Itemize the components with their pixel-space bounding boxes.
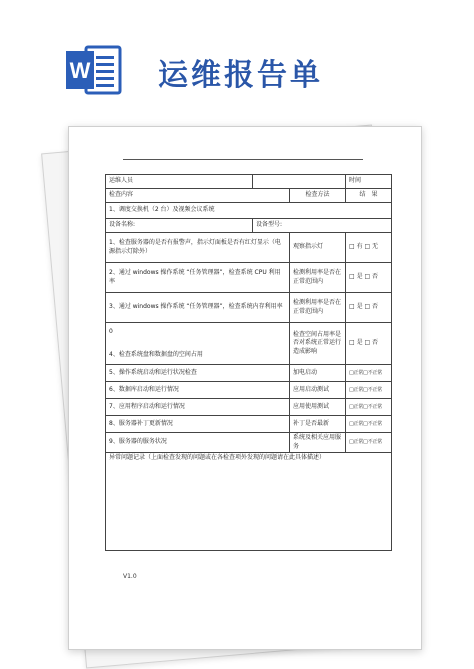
table-row [106, 399, 392, 416]
row-method: 系统及相关应用服务 [290, 433, 346, 453]
row-result[interactable]: □正常□不正常 [346, 433, 392, 453]
table-row [106, 365, 392, 382]
section-title: 1、调度交换机（2 台）及视频会议系统 [106, 203, 392, 219]
row-content: 3、通过 windows 操作系统 “任务管理器”，检查系统内存利用率 [106, 293, 290, 323]
header-method: 检查方法 [290, 189, 346, 203]
abnormal-record-row [106, 453, 392, 551]
device-model-label: 设备型号: [253, 219, 392, 233]
row-method: 检查空间占用率是否对系统正常运行造成影响 [290, 323, 346, 365]
row-method: 补丁是否最新 [290, 416, 346, 433]
operator-label: 运维人员 [106, 175, 253, 189]
version-label: V1.0 [123, 573, 137, 580]
row-result[interactable]: □ 有 □ 无 [346, 233, 392, 263]
row-result[interactable]: □正常□不正常 [346, 382, 392, 399]
table-row [106, 323, 392, 365]
row-content: 6、数据库启动和运行情况 [106, 382, 290, 399]
row-result[interactable]: □ 是 □ 否 [346, 293, 392, 323]
operator-row [106, 175, 392, 189]
device-name-label: 设备名称: [106, 219, 253, 233]
word-document-icon [64, 44, 126, 96]
table-row [106, 416, 392, 433]
maintenance-form-table [105, 174, 392, 551]
row-result[interactable]: □正常□不正常 [346, 365, 392, 382]
table-row [106, 263, 392, 293]
row-content: 5、操作系统启动和运行状况检查 [106, 365, 290, 382]
row-content: 7、应用程序启动和运行情况 [106, 399, 290, 416]
row-method: 观察指示灯 [290, 233, 346, 263]
abnormal-record-field[interactable]: 异常问题记录（上面检查发现的问题或在各检查项外发现的问题请在此具体描述） [106, 453, 392, 551]
row-method: 加电启动 [290, 365, 346, 382]
section-title-row [106, 203, 392, 219]
row-content: 1、检查服务器的是否有报警声，指示灯面板是否有红灯显示（电源指示灯除外） [106, 233, 290, 263]
row-method: 应用使用测试 [290, 399, 346, 416]
row-content: 9、服务器的服务状况 [106, 433, 290, 453]
row-method: 检测利用率是否在正常范围内 [290, 293, 346, 323]
row-content: 8、服务器补丁更新情况 [106, 416, 290, 433]
table-row [106, 433, 392, 453]
row-method: 应用启动测试 [290, 382, 346, 399]
row-content [106, 323, 290, 365]
header-row [106, 189, 392, 203]
top-rule [123, 159, 363, 160]
row-content-text: 4、检查系统盘和数据盘的空间占用 [109, 350, 203, 358]
row-result[interactable]: □ 是 □ 否 [346, 263, 392, 293]
time-label: 时间 [346, 175, 392, 189]
table-row [106, 382, 392, 399]
operator-value[interactable] [253, 175, 346, 189]
row-prefix: 0 [109, 328, 113, 336]
row-result[interactable]: □ 是 □ 否 [346, 323, 392, 365]
svg-text:W: W [69, 58, 91, 83]
device-row [106, 219, 392, 233]
row-method: 检测利用率是否在正常范围内 [290, 263, 346, 293]
table-row [106, 233, 392, 263]
header-result: 结 果 [346, 189, 392, 203]
row-content: 2、通过 windows 操作系统 “任务管理器”，检查系统 CPU 利用率 [106, 263, 290, 293]
header-content: 检查内容 [106, 189, 290, 203]
document-page [68, 126, 422, 650]
row-result[interactable]: □正常□不正常 [346, 416, 392, 433]
table-row [106, 293, 392, 323]
row-result[interactable]: □正常□不正常 [346, 399, 392, 416]
banner-title: 运维报告单 [158, 58, 323, 93]
